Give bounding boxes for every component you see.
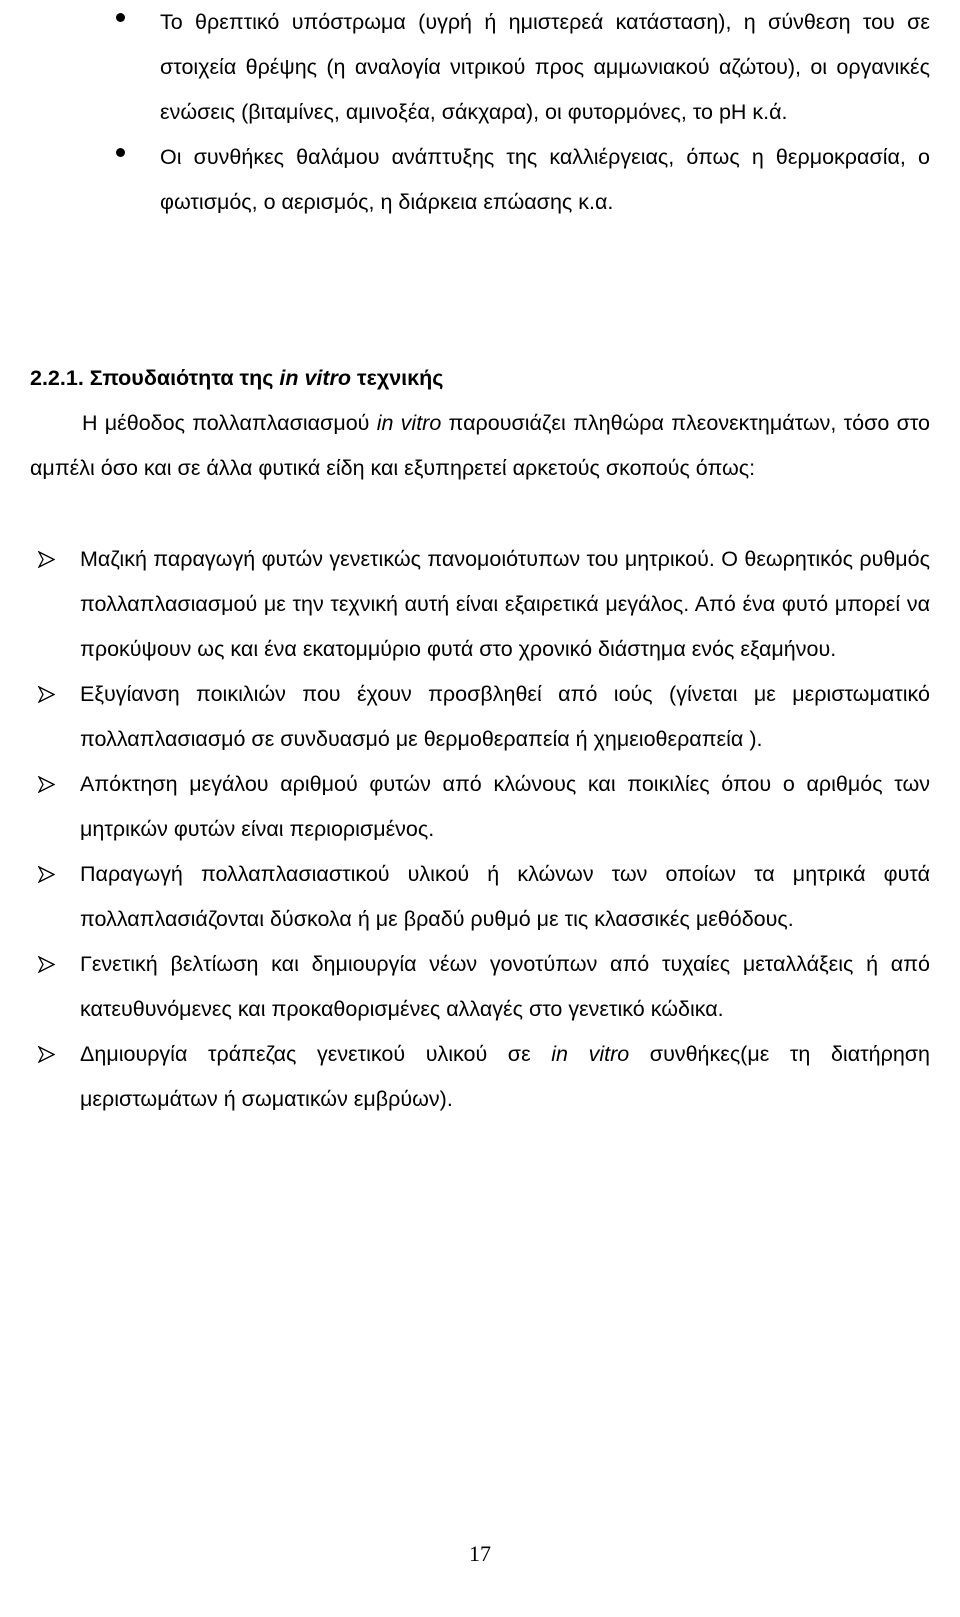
section-title-before: Σπουδαιότητα της — [89, 366, 280, 390]
bullet-dot-icon — [116, 13, 125, 22]
bullet-item — [0, 135, 960, 225]
arrow-list — [0, 537, 960, 1122]
list-item — [0, 1032, 960, 1122]
bullet-list — [0, 0, 960, 225]
list-item-text: Εξυγίανση ποικιλιών που έχουν προσβληθεί από ιούς (γίνεται με μεριστωματικό πολλαπλασιασμό σε συνδυασμό με θερμοθεραπεία ή χημειοθεραπεία ). — [80, 682, 930, 751]
bullet-text: Οι συνθήκες θαλάμου ανάπτυξης της καλλιέργειας, όπως η θερμοκρασία, ο φωτισμός, ο αερισμός, η διάρκεια επώασης κ.α. — [160, 145, 930, 214]
intro-paragraph — [30, 401, 930, 491]
list-item-text-after: συνθήκες(με τη διατήρηση μεριστωμάτων ή σωματικών εμβρύων). — [80, 1042, 930, 1111]
list-item-text: Παραγωγή πολλαπλασιαστικού υλικού ή κλώνων των οποίων τα μητρικά φυτά πολλαπλασιάζονται δύσκολα ή με βραδύ ρυθμό με τις κλασσικές μεθόδους. — [80, 862, 930, 931]
section-title-italic: in vitro — [279, 366, 352, 390]
bullet-dot-icon — [116, 148, 125, 157]
list-item-text: Μαζική παραγωγή φυτών γενετικώς πανομοιότυπων του μητρικού. Ο θεωρητικός ρυθμός πολλαπλασιασμού με την τεχνική αυτή είναι εξαιρετικά μεγάλος. Από ένα φυτό μπορεί να προκύψουν ως και ένα εκατομμύριο φυτά στο χρονικό διάστημα ενός εξαμήνου. — [80, 547, 930, 661]
arrowhead-bullet-icon — [38, 956, 55, 973]
bullet-item — [0, 0, 960, 135]
list-item — [0, 942, 960, 1032]
page-number: 17 — [469, 1541, 491, 1566]
intro-text-before: Η μέθοδος πολλαπλασιασμού — [82, 411, 377, 435]
section-heading — [30, 356, 443, 401]
intro-text-after: παρουσιάζει πληθώρα πλεονεκτημάτων, τόσο στο αμπέλι όσο και σε άλλα φυτικά είδη και εξυπηρετεί αρκετούς σκοπούς όπως: — [30, 411, 930, 480]
list-item-text: Απόκτηση μεγάλου αριθμού φυτών από κλώνους και ποικιλίες όπου ο αριθμός των μητρικών φυτών είναι περιορισμένος. — [80, 772, 930, 841]
bullet-text: Το θρεπτικό υπόστρωμα (υγρή ή ημιστερεά κατάσταση), η σύνθεση του σε στοιχεία θρέψης (η αναλογία νιτρικού προς αμμωνιακού αζώτου), οι οργανικές ενώσεις (βιταμίνες, αμινοξέα, σάκχαρα), οι φυτορμόνες, το pH κ.ά. — [160, 10, 930, 124]
section-title-after: τεχνικής — [351, 366, 444, 390]
arrowhead-bullet-icon — [38, 551, 55, 568]
arrowhead-bullet-icon — [38, 776, 55, 793]
list-item — [0, 537, 960, 672]
arrowhead-bullet-icon — [38, 1046, 55, 1063]
list-item-italic: in vitro — [551, 1042, 630, 1066]
list-item — [0, 762, 960, 852]
arrowhead-bullet-icon — [38, 686, 55, 703]
list-item — [0, 852, 960, 942]
section-number: 2.2.1. — [30, 366, 84, 390]
intro-text-italic: in vitro — [376, 411, 442, 435]
list-item-text: Δημιουργία τράπεζας γενετικού υλικού σε — [80, 1042, 552, 1066]
list-item — [0, 672, 960, 762]
arrowhead-bullet-icon — [38, 866, 55, 883]
list-item-text: Γενετική βελτίωση και δημιουργία νέων γονοτύπων από τυχαίες μεταλλάξεις ή από κατευθυνόμενες και προκαθορισμένες αλλαγές στο γενετικό κώδικα. — [80, 952, 930, 1021]
